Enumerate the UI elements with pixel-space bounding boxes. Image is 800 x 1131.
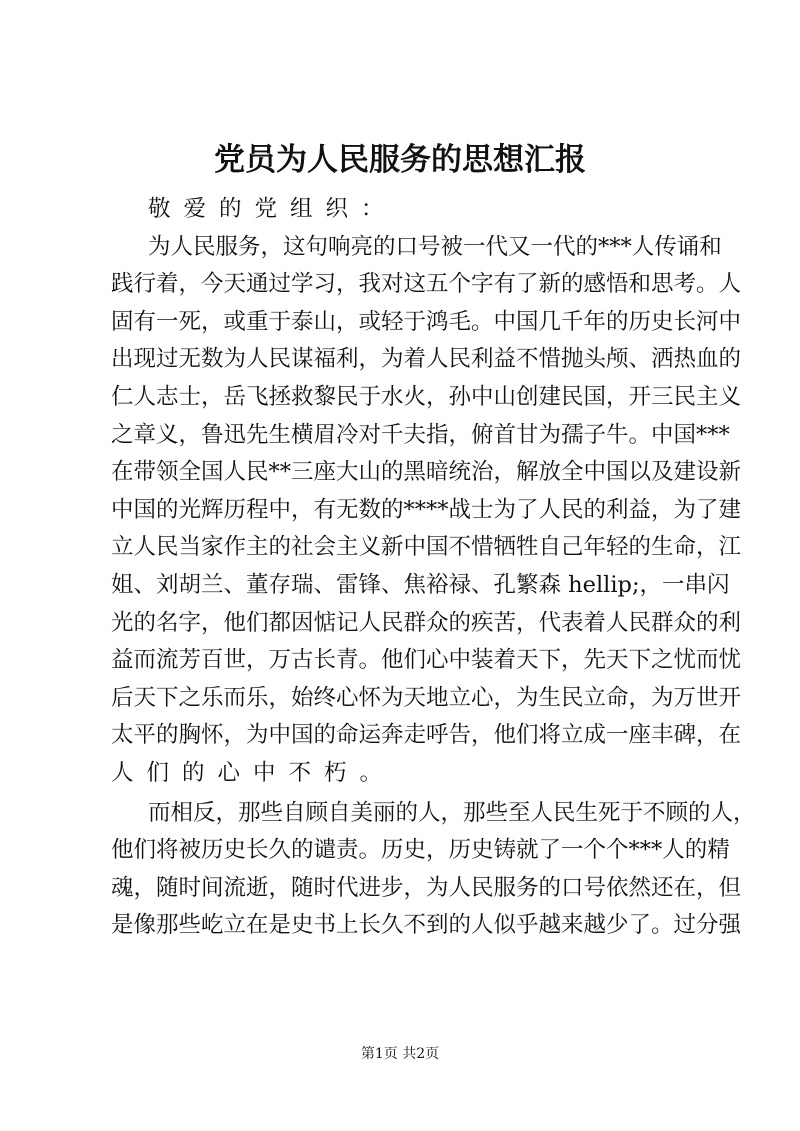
text-line: 仁人志士，岳飞拯救黎民于水火，孙中山创建民国，开三民主义 bbox=[111, 383, 742, 410]
text-line: 人们的心中不朽。 bbox=[111, 759, 396, 786]
text-line: 姐、刘胡兰、董存瑞、雷锋、焦裕禄、孔繁森 hellip;，一串闪 bbox=[111, 571, 730, 598]
text-line: 而相反，那些自顾自美丽的人，那些至人民生死于不顾的人， bbox=[148, 799, 756, 826]
text-line: 中国的光辉历程中，有无数的****战士为了人民的利益，为了建 bbox=[111, 496, 742, 523]
page-footer: 第1页 共2页 bbox=[360, 1046, 440, 1062]
text-line: 后天下之乐而乐，始终心怀为天地立心，为生民立命，为万世开 bbox=[111, 684, 742, 711]
text-line: 益而流芳百世，万古长青。他们心中装着天下，先天下之忧而忧 bbox=[111, 647, 742, 674]
text-line: 他们将被历史长久的谴责。历史，历史铸就了一个个***人的精 bbox=[111, 837, 730, 864]
document-body bbox=[111, 191, 756, 945]
text-line: 是像那些屹立在是史书上长久不到的人似乎越来越少了。过分强 bbox=[111, 912, 742, 939]
text-line: 固有一死，或重于泰山，或轻于鸿毛。中国几千年的历史长河中 bbox=[111, 308, 742, 335]
document-title: 党员为人民服务的思想汇报 bbox=[214, 142, 586, 178]
text-line: 在带领全国人民**三座大山的黑暗统治，解放全中国以及建设新 bbox=[111, 459, 742, 486]
text-line: 立人民当家作主的社会主义新中国不惜牺牲自己年轻的生命，江 bbox=[111, 534, 742, 561]
text-line: 践行着，今天通过学习，我对这五个字有了新的感悟和思考。人 bbox=[111, 271, 742, 298]
text-line: 太平的胸怀，为中国的命运奔走呼告，他们将立成一座丰碑，在 bbox=[111, 722, 742, 749]
paragraph bbox=[111, 229, 742, 793]
text-line: 出现过无数为人民谋福利，为着人民利益不惜抛头颅、洒热血的 bbox=[111, 346, 742, 373]
text-line: 为人民服务，这句响亮的口号被一代又一代的***人传诵和 bbox=[148, 233, 722, 260]
paragraphs bbox=[111, 229, 756, 945]
text-line: 光的名字，他们都因惦记人民群众的疾苦，代表着人民群众的利 bbox=[111, 609, 742, 636]
paragraph bbox=[111, 795, 756, 945]
text-line: 魂，随时间流逝，随时代进步，为人民服务的口号依然还在，但 bbox=[111, 874, 742, 901]
salutation: 敬爱的党组织： bbox=[148, 196, 397, 222]
text-line: 之章义，鲁迅先生横眉冷对千夫指，俯首甘为孺子牛。中国*** bbox=[111, 421, 730, 448]
